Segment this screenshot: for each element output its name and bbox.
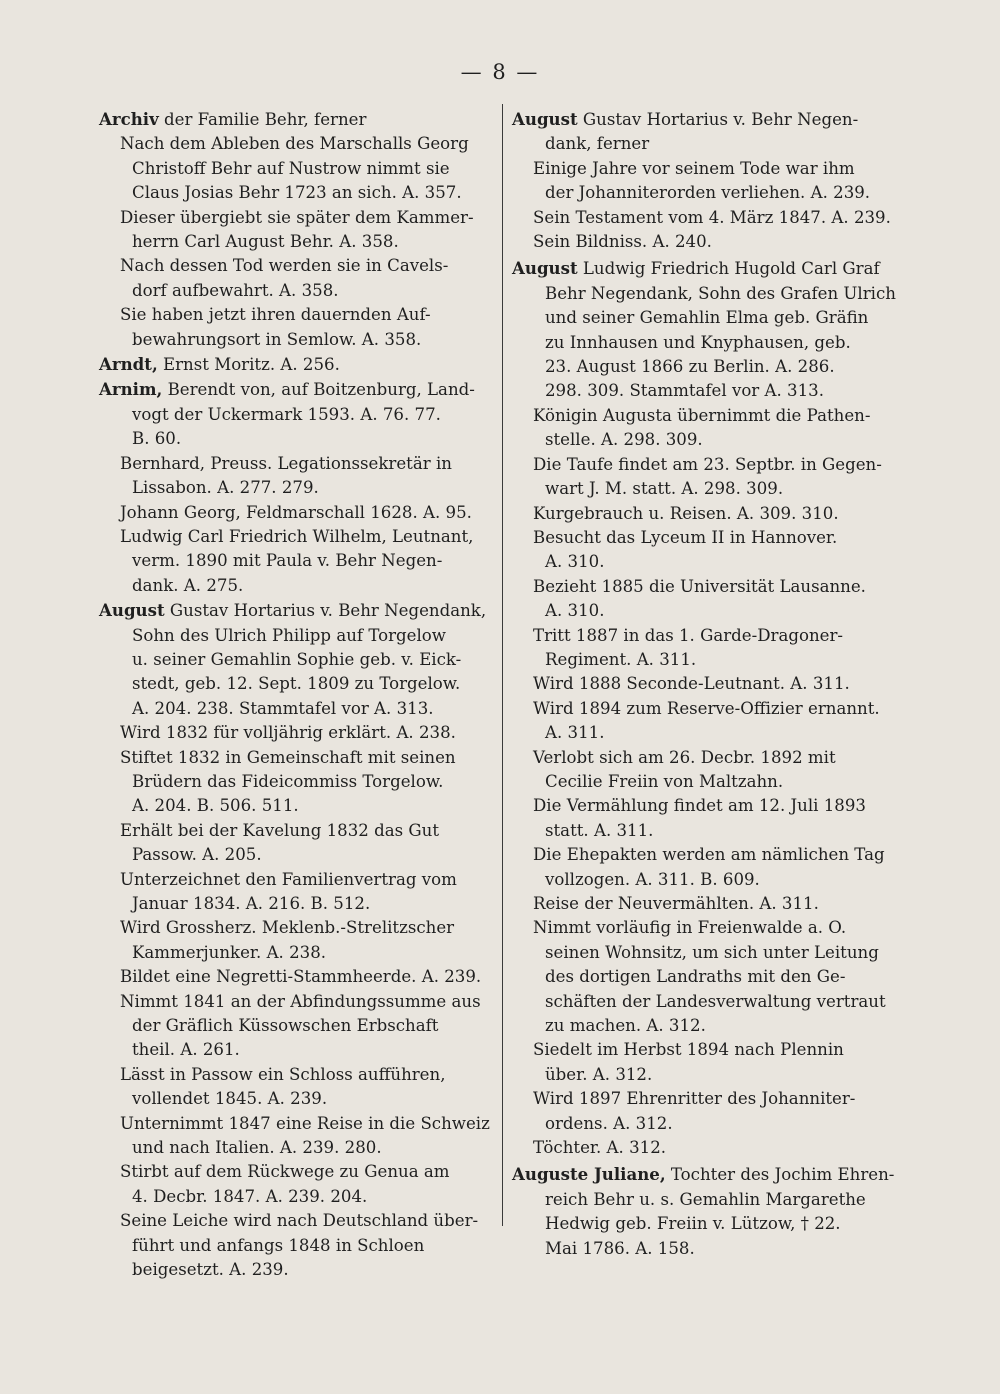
entry-text: der Familie Behr, ferner xyxy=(158,110,367,129)
index-text-line: Kurgebrauch u. Reisen. A. 309. 310. xyxy=(533,503,839,523)
index-text-line: Sein Bildniss. A. 240. xyxy=(533,232,712,252)
index-text-line: Unternimmt 1847 eine Reise in die Schweiz xyxy=(120,1113,490,1133)
index-text-line: Dieser übergiebt sie später dem Kammer- xyxy=(120,207,474,227)
index-entry-line xyxy=(512,107,927,132)
index-text-line: des dortigen Landraths mit den Ge- xyxy=(545,967,846,987)
index-text-line: herrn Carl August Behr. A. 358. xyxy=(132,232,399,252)
index-text-line: Regiment. A. 311. xyxy=(545,649,697,669)
index-text-line: Passow. A. 205. xyxy=(132,845,262,865)
index-text-line: dorf aufbewahrt. A. 358. xyxy=(132,280,339,300)
entry-text: Tochter des Jochim Ehren- xyxy=(665,1165,895,1185)
index-text-line: Wird 1888 Seconde-Leutnant. A. 311. xyxy=(533,674,850,694)
entry-headword: August xyxy=(512,258,578,279)
index-text-line: Die Ehepakten werden am nämlichen Tag xyxy=(533,845,885,865)
left-column xyxy=(99,107,491,1283)
index-text-line: stedt, geb. 12. Sept. 1809 zu Torgelow. xyxy=(132,674,461,694)
entry-headword: Auguste Juliane, xyxy=(512,1164,666,1185)
index-text-line: seinen Wohnsitz, um sich unter Leitung xyxy=(545,942,879,962)
index-text-line: Seine Leiche wird nach Deutschland über- xyxy=(120,1211,479,1231)
index-text-line: statt. A. 311. xyxy=(545,820,654,840)
index-text-line: verm. 1890 mit Paula v. Behr Negen- xyxy=(132,551,443,571)
index-entry-line xyxy=(512,1162,927,1187)
index-text-line: vogt der Uckermark 1593. A. 76. 77. xyxy=(132,404,441,424)
index-text-line: Siedelt im Herbst 1894 nach Plennin xyxy=(533,1040,844,1060)
index-text-line: B. 60. xyxy=(132,429,182,449)
index-text-line: Töchter. A. 312. xyxy=(533,1138,667,1158)
index-entry-line xyxy=(99,598,491,623)
index-text-line: Ludwig Carl Friedrich Wilhelm, Leutnant, xyxy=(120,526,474,546)
entry-text: Berendt von, auf Boitzenburg, Land- xyxy=(162,380,475,400)
index-text-line: der Johanniterorden verliehen. A. 239. xyxy=(545,183,871,203)
entry-headword: Archiv xyxy=(99,109,159,129)
index-text-line: u. seiner Gemahlin Sophie geb. v. Eick- xyxy=(132,649,462,669)
index-text-line: Behr Negendank, Sohn des Grafen Ulrich xyxy=(545,283,896,303)
entry-text: Gustav Hortarius v. Behr Negendank, xyxy=(164,601,487,621)
index-text-line: Stiftet 1832 in Gemeinschaft mit seinen xyxy=(120,747,456,767)
index-text-line: bewahrungsort in Semlow. A. 358. xyxy=(132,329,422,349)
index-text-line: vollzogen. A. 311. B. 609. xyxy=(545,869,760,889)
index-text-line: Nimmt vorläufig in Freienwalde a. O. xyxy=(533,918,847,938)
index-text-line: Hedwig geb. Freiin v. Lützow, † 22. xyxy=(545,1214,841,1234)
index-text-line: reich Behr u. s. Gemahlin Margarethe xyxy=(545,1189,866,1209)
index-text-line: A. 310. xyxy=(545,552,605,572)
index-text-line: Brüdern das Fideicommiss Torgelow. xyxy=(132,771,444,791)
entry-text: Ludwig Friedrich Hugold Carl Graf xyxy=(577,259,880,279)
index-entry-line xyxy=(99,352,491,377)
index-text-line: 4. Decbr. 1847. A. 239. 204. xyxy=(132,1186,368,1206)
index-text-line: zu machen. A. 312. xyxy=(545,1016,706,1036)
index-text-line: führt und anfangs 1848 in Schloen xyxy=(132,1235,425,1255)
entry-headword: August xyxy=(99,600,165,621)
page-number: — 8 — xyxy=(460,60,540,84)
index-text-line: Einige Jahre vor seinem Tode war ihm xyxy=(533,158,855,178)
index-text-line: Die Taufe findet am 23. Septbr. in Gegen- xyxy=(533,454,882,474)
index-text-line: Die Vermählung findet am 12. Juli 1893 xyxy=(533,796,866,816)
index-text-line: A. 310. xyxy=(545,601,605,621)
index-text-line: zu Innhausen und Knyphausen, geb. xyxy=(545,332,851,352)
index-text-line: Königin Augusta übernimmt die Pathen- xyxy=(533,405,871,425)
index-text-line: Lässt in Passow ein Schloss aufführen, xyxy=(120,1064,446,1084)
entry-text: Gustav Hortarius v. Behr Negen- xyxy=(577,110,859,129)
index-text-line: dank. A. 275. xyxy=(132,575,244,595)
index-text-line: Cecilie Freiin von Maltzahn. xyxy=(545,771,784,791)
index-entry-line xyxy=(512,256,927,281)
index-text-line: theil. A. 261. xyxy=(132,1040,240,1060)
index-text-line: Wird 1832 für volljährig erklärt. A. 238. xyxy=(120,723,456,743)
index-text-line: Sein Testament vom 4. März 1847. A. 239. xyxy=(533,207,891,227)
index-text-line: 23. August 1866 zu Berlin. A. 286. xyxy=(545,357,835,377)
index-text-line: 298. 309. Stammtafel vor A. 313. xyxy=(545,381,824,401)
index-text-line: Januar 1834. A. 216. B. 512. xyxy=(132,894,371,913)
index-text-line: Nimmt 1841 an der Abfindungssumme aus xyxy=(120,991,481,1011)
index-text-line: Wird Grossherz. Meklenb.-Strelitzscher xyxy=(120,918,455,938)
index-entry-line xyxy=(99,377,491,402)
index-text-line: beigesetzt. A. 239. xyxy=(132,1260,289,1280)
index-text-line: Kammerjunker. A. 238. xyxy=(132,942,327,962)
index-text-line: Reise der Neuvermählten. A. 311. xyxy=(533,894,819,913)
index-text-line: ordens. A. 312. xyxy=(545,1113,673,1133)
index-text-line: Lissabon. A. 277. 279. xyxy=(132,478,319,498)
index-text-line: A. 204. 238. Stammtafel vor A. 313. xyxy=(132,698,434,718)
index-text-line: Unterzeichnet den Familienvertrag vom xyxy=(120,869,457,889)
index-text-line: vollendet 1845. A. 239. xyxy=(132,1089,328,1109)
index-text-line: Bezieht 1885 die Universität Lausanne. xyxy=(533,576,866,596)
entry-headword: Arndt, xyxy=(99,354,158,375)
index-text-line: über. A. 312. xyxy=(545,1064,653,1084)
index-text-line: Johann Georg, Feldmarschall 1628. A. 95. xyxy=(120,502,472,522)
entry-text: Ernst Moritz. A. 256. xyxy=(157,355,340,375)
entry-headword: Arnim, xyxy=(99,379,163,400)
index-text-line: der Gräflich Küssowschen Erbschaft xyxy=(132,1016,439,1036)
index-text-line: Bernhard, Preuss. Legationssekretär in xyxy=(120,453,452,473)
index-text-line: Tritt 1887 in das 1. Garde-Dragoner- xyxy=(533,625,844,645)
index-text-line: Besucht das Lyceum II in Hannover. xyxy=(533,527,838,547)
index-text-line: Stirbt auf dem Rückwege zu Genua am xyxy=(120,1162,450,1182)
index-text-line: Wird 1897 Ehrenritter des Johanniter- xyxy=(533,1089,856,1109)
index-text-line: Mai 1786. A. 158. xyxy=(545,1238,695,1258)
index-text-line: Sie haben jetzt ihren dauernden Auf- xyxy=(120,305,431,325)
index-text-line: schäften der Landesverwaltung vertraut xyxy=(545,991,886,1011)
index-text-line: und nach Italien. A. 239. 280. xyxy=(132,1138,382,1158)
index-text-line: dank, ferner xyxy=(545,134,650,154)
index-text-line: Nach dem Ableben des Marschalls Georg xyxy=(120,134,469,154)
index-text-line: A. 204. B. 506. 511. xyxy=(132,796,299,816)
index-text-line: A. 311. xyxy=(545,723,605,743)
index-text-line: Bildet eine Negretti-Stammheerde. A. 239. xyxy=(120,967,482,987)
index-text-line: und seiner Gemahlin Elma geb. Gräfin xyxy=(545,308,869,328)
index-entry-line xyxy=(99,107,491,132)
index-text-line: Christoff Behr auf Nustrow nimmt sie xyxy=(132,158,450,178)
index-text-line: Nach dessen Tod werden sie in Cavels- xyxy=(120,256,449,276)
index-text-line: Wird 1894 zum Reserve-Offizier ernannt. xyxy=(533,698,880,718)
index-text-line: Erhält bei der Kavelung 1832 das Gut xyxy=(120,820,440,840)
index-text-line: wart J. M. statt. A. 298. 309. xyxy=(545,479,784,499)
index-text-line: stelle. A. 298. 309. xyxy=(545,430,703,450)
column-divider xyxy=(502,104,503,1226)
index-text-line: Claus Josias Behr 1723 an sich. A. 357. xyxy=(132,183,462,203)
index-text-line: Verlobt sich am 26. Decbr. 1892 mit xyxy=(533,747,836,767)
index-text-line: Sohn des Ulrich Philipp auf Torgelow xyxy=(132,625,446,645)
right-column xyxy=(512,107,927,1261)
entry-headword: August xyxy=(512,109,578,129)
